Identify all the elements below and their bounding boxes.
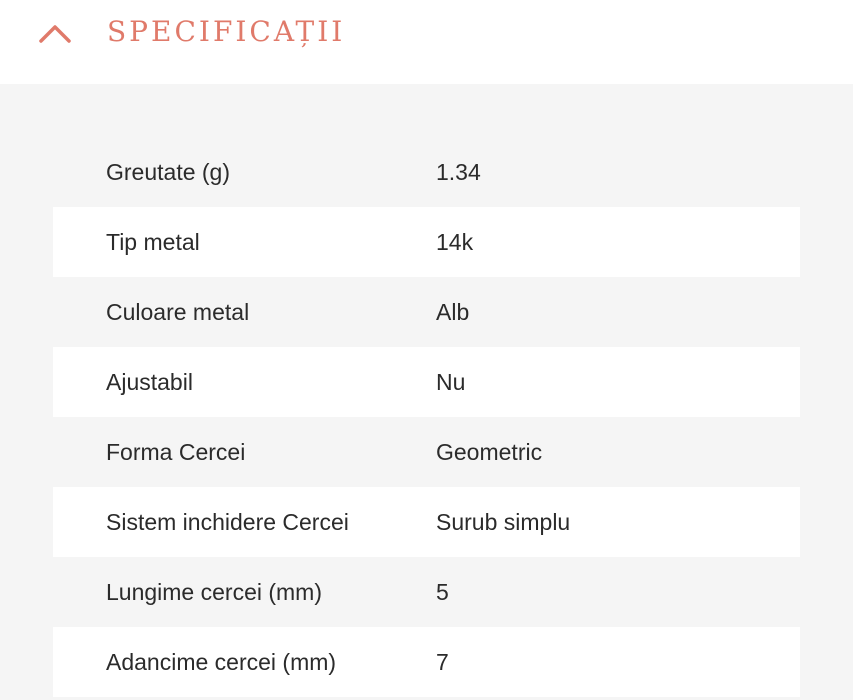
spec-label: Ajustabil	[106, 368, 193, 395]
section-title[interactable]: SPECIFICAȚII	[107, 15, 346, 48]
spec-row-adjustable	[53, 347, 800, 417]
specifications-table	[53, 137, 800, 697]
spec-label: Adancime cercei (mm)	[106, 648, 337, 675]
chevron-up-icon[interactable]	[38, 22, 72, 44]
spec-row-earring-shape	[53, 417, 800, 487]
spec-value: Nu	[436, 368, 466, 395]
spec-row-metal-type	[53, 207, 800, 277]
spec-label: Lungime cercei (mm)	[106, 578, 322, 605]
spec-row-earring-length	[53, 557, 800, 627]
spec-value: Surub simplu	[436, 508, 571, 535]
spec-label: Forma Cercei	[106, 438, 246, 465]
spec-value: Geometric	[436, 438, 543, 465]
spec-label: Greutate (g)	[106, 158, 230, 185]
specifications-panel	[0, 84, 853, 700]
spec-label: Sistem inchidere Cercei	[106, 508, 349, 535]
spec-label: Tip metal	[106, 228, 200, 255]
spec-row-weight	[53, 137, 800, 207]
spec-value: 5	[436, 578, 449, 605]
spec-row-metal-color	[53, 277, 800, 347]
spec-value: Alb	[436, 298, 470, 325]
spec-row-closure-system	[53, 487, 800, 557]
spec-row-earring-depth	[53, 627, 800, 697]
spec-value: 14k	[436, 228, 474, 255]
specifications-header[interactable]	[0, 0, 853, 84]
spec-label: Culoare metal	[106, 298, 250, 325]
spec-value: 7	[436, 648, 449, 675]
spec-value: 1.34	[436, 158, 481, 185]
